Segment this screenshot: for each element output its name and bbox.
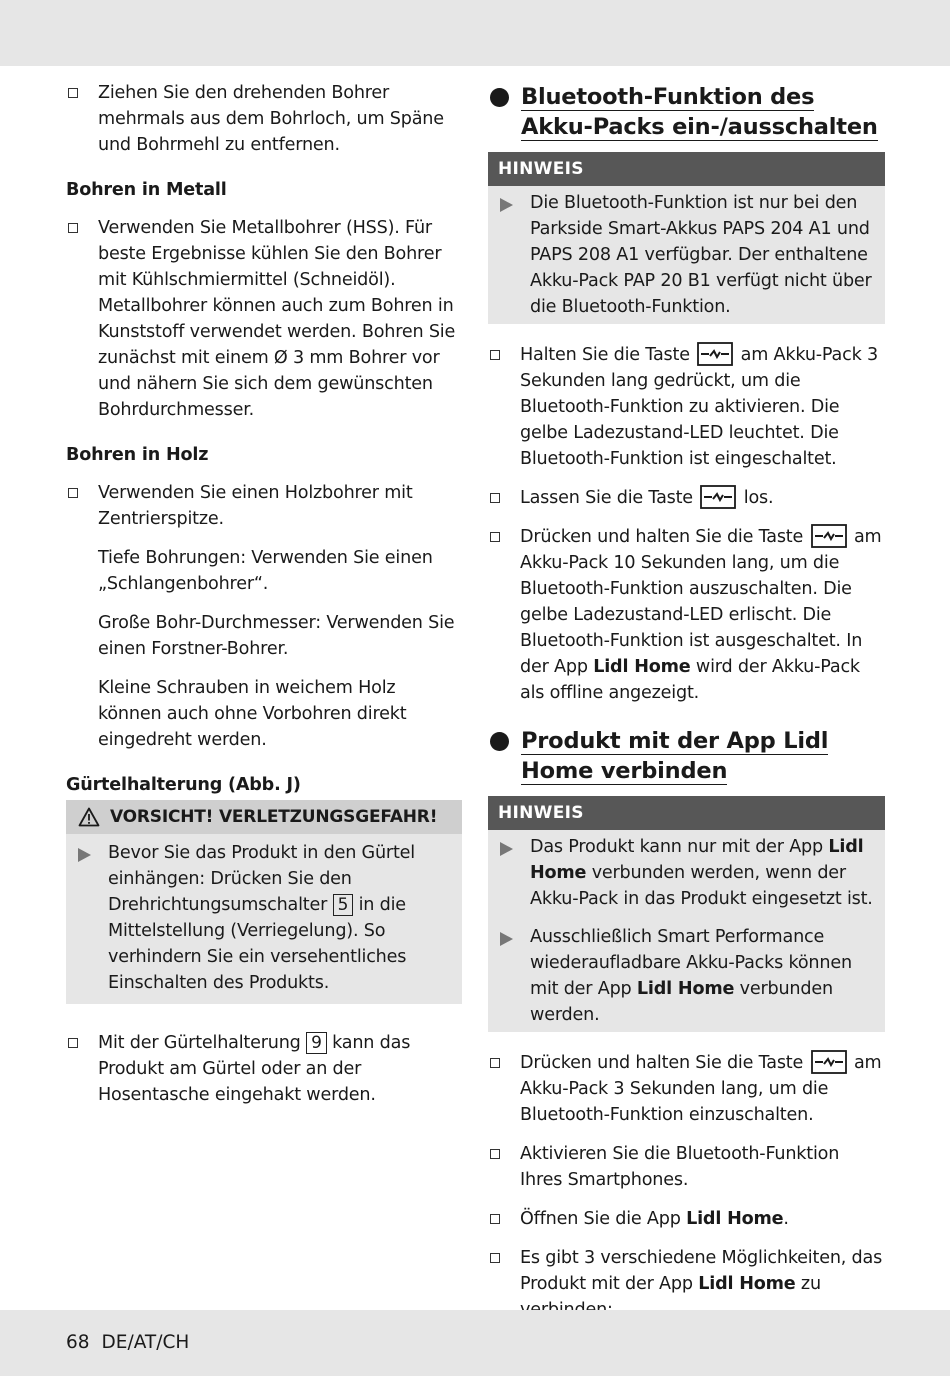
locale-label: DE/AT/CH — [101, 1332, 190, 1353]
page-number: 68 — [66, 1332, 90, 1353]
subheading-guertel: Gürtelhalterung (Abb. J) — [66, 775, 301, 795]
header-band — [0, 0, 950, 66]
app-name: Lidl Home — [530, 837, 864, 883]
checkbox-bullet-icon — [68, 488, 78, 498]
part-reference: 9 — [306, 1032, 327, 1054]
arrow-bullet-icon — [500, 932, 513, 946]
arrow-bullet-icon — [78, 848, 91, 862]
subheading-metall: Bohren in Metall — [66, 180, 227, 200]
checkbox-bullet-icon — [490, 1149, 500, 1159]
checkbox-bullet-icon — [68, 223, 78, 233]
section-title-app: Produkt mit der App Lidl Home verbinden — [488, 726, 885, 786]
right-column — [488, 80, 885, 1336]
battery-key-icon — [697, 342, 733, 366]
paragraph: Kleine Schrauben in weichem Holz können auch ohne Vorbohren direkt eingedreht werden. — [98, 678, 407, 750]
checkbox-bullet-icon — [68, 88, 78, 98]
page-footer — [66, 1332, 201, 1353]
warning-box — [66, 800, 462, 1004]
list-item: Lassen Sie die Taste los. — [488, 485, 885, 511]
part-reference: 5 — [333, 894, 354, 916]
list-item: Halten Sie die Taste am Akku-Pack 3 Sekunden lang gedrückt, um die Bluetooth-Funktion zu aktivieren. Die gelbe Ladezustand-LED leuchtet. Die Bluetooth-Funktion ist eingeschaltet. — [488, 342, 885, 472]
warning-title: VORSICHT! VERLETZUNGSGEFAHR! — [110, 807, 438, 827]
battery-key-icon — [811, 524, 847, 548]
hinweis-header: HINWEIS — [488, 796, 885, 830]
subheading-holz: Bohren in Holz — [66, 445, 209, 465]
checkbox-bullet-icon — [490, 493, 500, 503]
hinweis-item: Die Bluetooth-Funktion ist nur bei den Parkside Smart-Akkus PAPS 204 A1 und PAPS 208 A1 verfügbar. Der enthaltene Akku-Pack PAP 20 B1 verfügt nicht über die Bluetooth-Funktion. — [488, 190, 885, 320]
app-name: Lidl Home — [698, 1274, 796, 1294]
paragraph: Große Bohr-Durchmesser: Verwenden Sie einen Forstner-Bohrer. — [98, 613, 455, 659]
list-item: Drücken und halten Sie die Taste am Akku-Pack 10 Sekunden lang, um die Bluetooth-Funktion auszuschalten. Die gelbe Ladezustand-LED erlischt. Die Bluetooth-Funktion ist ausgeschaltet. In der App Lidl Home wird der Akku-Pack als offline angezeigt. — [488, 524, 885, 706]
list-item: Mit der Gürtelhalterung 9 kann das Produkt am Gürtel oder an der Hosentasche eingehakt werden. — [66, 1030, 462, 1108]
app-name: Lidl Home — [636, 979, 735, 999]
hinweis-box — [488, 152, 885, 324]
list-item — [66, 480, 462, 532]
item-text: Verwenden Sie Metallbohrer (HSS). Für beste Ergebnisse kühlen Sie den Bohrer mit Kühlschmiermittel (Schneidöl). Metallbohrer können auch zum Bohren in Kunststoff verwendet werden. Bohren Sie zunächst mit einem Ø 3 mm Bohrer vor und nähern Sie sich dem gewünschten Bohrdurchmesser. — [98, 218, 456, 420]
warning-triangle-icon — [78, 807, 100, 827]
list-item — [66, 215, 462, 423]
section-title-bluetooth: Bluetooth-Funktion des Akku-Packs ein-/ausschalten — [488, 82, 885, 142]
left-column — [66, 80, 462, 1121]
app-name: Lidl Home — [686, 1209, 784, 1229]
item-text: Verwenden Sie einen Holzbohrer mit Zentrierspitze. — [98, 483, 413, 529]
arrow-bullet-icon — [500, 842, 513, 856]
hinweis-item: Das Produkt kann nur mit der App Lidl Home verbunden werden, wenn der Akku-Pack in das Produkt eingesetzt ist. — [488, 834, 885, 912]
hinweis-header: HINWEIS — [488, 152, 885, 186]
bullet-dot-icon — [490, 88, 509, 107]
paragraph: Tiefe Bohrungen: Verwenden Sie einen „Schlangenbohrer“. — [98, 548, 433, 594]
item-text: Ziehen Sie den drehenden Bohrer mehrmals aus dem Bohrloch, um Späne und Bohrmehl zu entfernen. — [98, 83, 444, 155]
list-item: Aktivieren Sie die Bluetooth-Funktion Ihres Smartphones. — [488, 1141, 885, 1193]
arrow-bullet-icon — [500, 198, 513, 212]
checkbox-bullet-icon — [490, 1058, 500, 1068]
checkbox-bullet-icon — [490, 532, 500, 542]
checkbox-bullet-icon — [490, 1253, 500, 1263]
checkbox-bullet-icon — [68, 1038, 78, 1048]
bullet-dot-icon — [490, 732, 509, 751]
checkbox-bullet-icon — [490, 1214, 500, 1224]
battery-key-icon — [700, 485, 736, 509]
hinweis-item: Ausschließlich Smart Performance wiederaufladbare Akku-Packs können mit der App Lidl Home verbunden werden. — [488, 924, 885, 1028]
warning-header — [66, 800, 462, 834]
list-item: Es gibt 3 verschiedene Möglichkeiten, das Produkt mit der App Lidl Home zu — [488, 1245, 885, 1323]
list-item — [66, 80, 462, 158]
list-item: Drücken und halten Sie die Taste am Akku-Pack 3 Sekunden lang, um die Bluetooth-Funktion einzuschalten. — [488, 1050, 885, 1128]
app-name: Lidl Home — [593, 657, 691, 677]
warning-item: Bevor Sie das Produkt in den Gürtel einhängen: Drücken Sie den Drehrichtungsumschalter 5 in die Mittelstellung (Verriegelung). So verhindern Sie ein versehentliches Einschalten des Produkts. — [66, 834, 462, 1004]
list-item: Öffnen Sie die App Lidl Home. — [488, 1206, 885, 1232]
battery-key-icon — [811, 1050, 847, 1074]
hinweis-box — [488, 796, 885, 1032]
checkbox-bullet-icon — [490, 350, 500, 360]
